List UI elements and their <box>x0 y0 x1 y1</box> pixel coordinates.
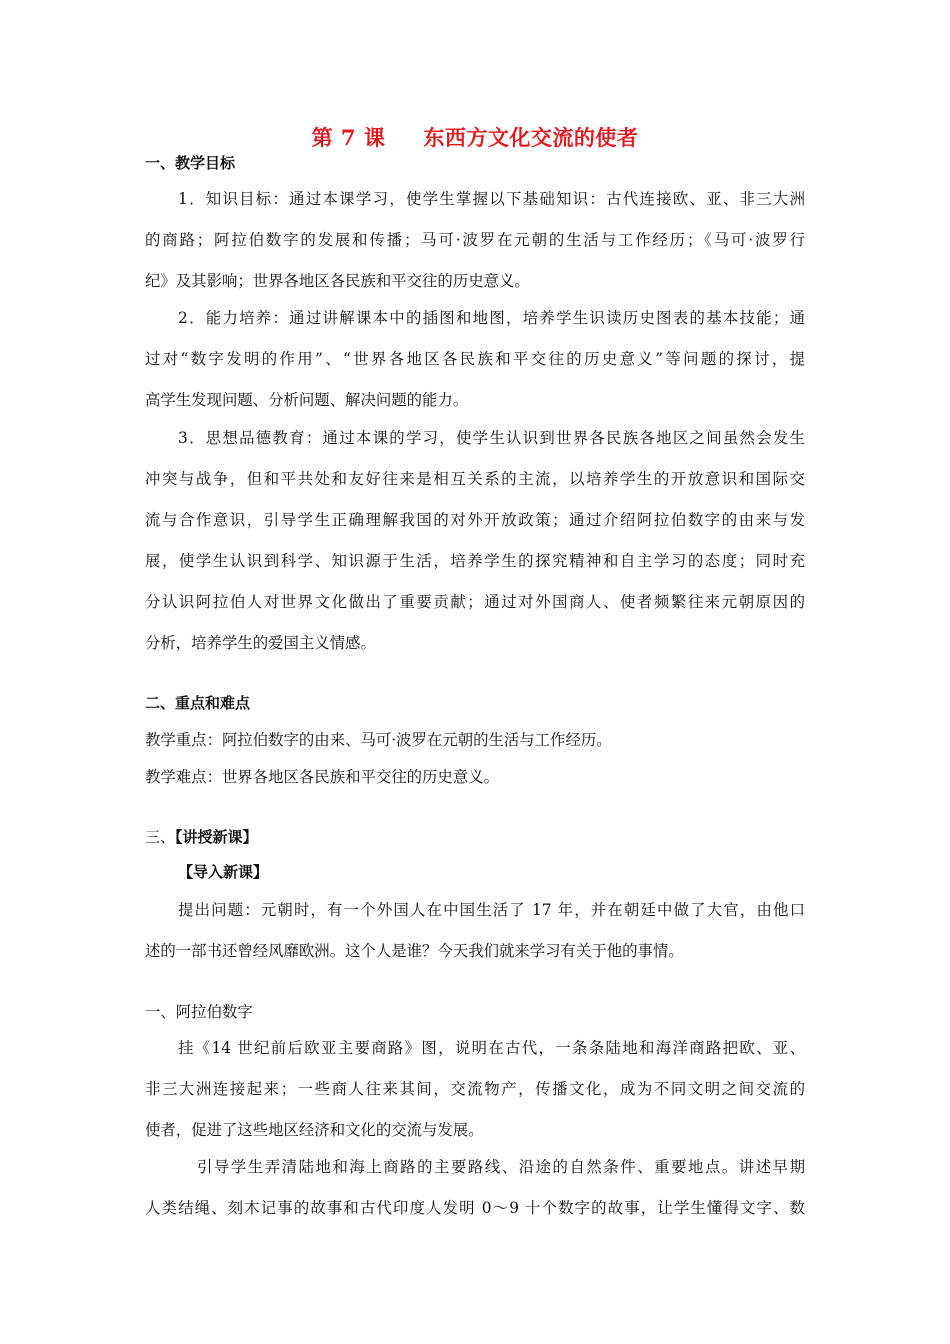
section-heading-focus: 二、重点和难点 <box>145 694 251 712</box>
paragraph-line: 分认识阿拉伯人对世界文化做出了重要贡献；通过对外国商人、使者频繁往来元朝原因的 <box>145 593 805 611</box>
paragraph-line: 述的一部书还曾经风靡欧洲。这个人是谁？今天我们就来学习有关于他的事情。 <box>145 942 684 960</box>
paragraph-line: 纪》及其影响；世界各地区各民族和平交往的历史意义。 <box>145 272 530 290</box>
paragraph-line: 提出问题：元朝时，有一个外国人在中国生活了 17 年，并在朝廷中做了大官，由他口 <box>178 901 805 919</box>
paragraph-line: 展，使学生认识到科学、知识源于生活，培养学生的探究精神和自主学习的态度；同时充 <box>145 552 805 570</box>
teaching-focus: 教学重点：阿拉伯数字的由来、马可·波罗在元朝的生活与工作经历。 <box>145 731 612 749</box>
paragraph-line: 引导学生弄清陆地和海上商路的主要路线、沿途的自然条件、重要地点。讲述早期 <box>197 1158 805 1176</box>
teaching-difficulty: 教学难点：世界各地区各民族和平交往的历史意义。 <box>145 768 499 786</box>
section-title: 【讲授新课】 <box>175 828 258 846</box>
paragraph-line: 冲突与战争，但和平共处和友好往来是相互关系的主流，以培养学生的开放意识和国际交 <box>145 470 805 488</box>
paragraph-line: 3．思想品德教育：通过本课的学习，使学生认识到世界各民族各地区之间虽然会发生 <box>178 429 805 447</box>
section-heading-lecture <box>145 826 258 847</box>
page-title <box>145 122 805 152</box>
lesson-name: 东西方文化交流的使者 <box>423 125 639 150</box>
paragraph-line: 2．能力培养：通过讲解课本中的插图和地图，培养学生识读历史图表的基本技能；通 <box>178 309 805 327</box>
paragraph-line: 人类结绳、刻木记事的故事和古代印度人发明 0～9 十个数字的故事，让学生懂得文字、数 <box>145 1199 805 1217</box>
paragraph-line: 非三大洲连接起来；一些商人往来其间，交流物产，传播文化，成为不同文明之间交流的 <box>145 1080 805 1098</box>
paragraph-line: 的商路；阿拉伯数字的发展和传播；马可·波罗在元朝的生活与工作经历；《马可·波罗行 <box>145 231 805 249</box>
paragraph-line: 高学生发现问题、分析问题、解决问题的能力。 <box>145 391 469 409</box>
section-heading-goals: 一、教学目标 <box>145 154 236 172</box>
paragraph-line: 1．知识目标：通过本课学习，使学生掌握以下基础知识：古代连接欧、亚、非三大洲 <box>178 190 805 208</box>
paragraph-line: 流与合作意识，引导学生正确理解我国的对外开放政策；通过介绍阿拉伯数字的由来与发 <box>145 511 805 529</box>
paragraph-line: 挂《14 世纪前后欧亚主要商路》图，说明在古代，一条条陆地和海洋商路把欧、亚、 <box>178 1039 805 1057</box>
topic-heading: 一、阿拉伯数字 <box>145 1003 253 1021</box>
lesson-number: 第 7 课 <box>311 125 386 150</box>
section-number: 三、 <box>145 828 176 846</box>
paragraph-line: 分析，培养学生的爱国主义情感。 <box>145 634 376 652</box>
intro-heading: 【导入新课】 <box>178 863 269 881</box>
paragraph-line: 过对“数字发明的作用”、“世界各地区各民族和平交往的历史意义”等问题的探讨，提 <box>145 350 805 368</box>
paragraph-line: 使者，促进了这些地区经济和文化的交流与发展。 <box>145 1121 484 1139</box>
